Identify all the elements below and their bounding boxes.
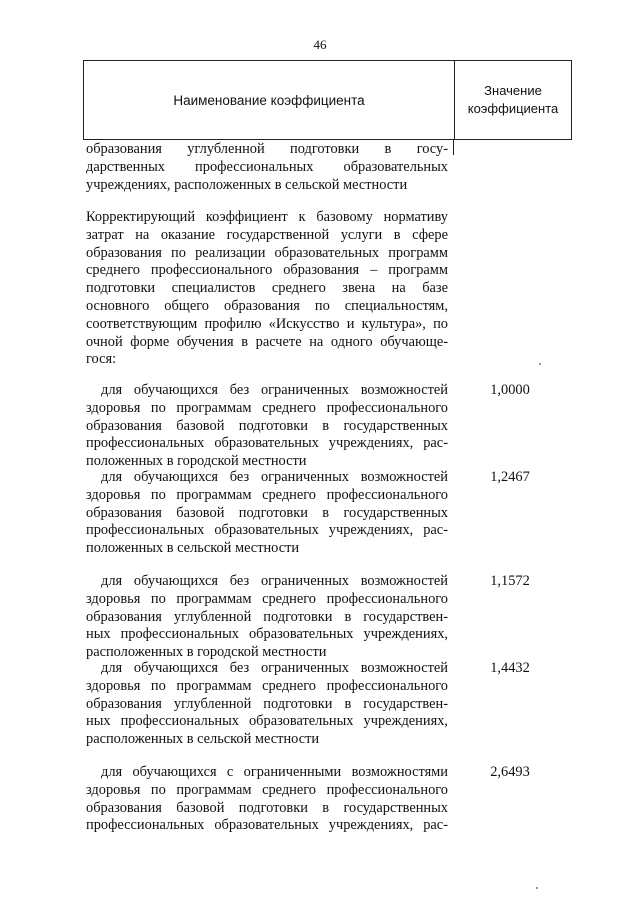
text-line: образования базовой подготовки в государственных: [86, 799, 448, 816]
coefficient-item: [86, 573, 448, 662]
coefficient-item: [86, 469, 448, 558]
text-line: здоровья по программам среднего профессионального: [86, 590, 448, 607]
table-header: [83, 60, 572, 140]
text-line: здоровья по программам среднего профессионального: [86, 486, 448, 503]
text-line: профессиональных образовательных учреждениях, рас-: [86, 435, 448, 452]
coefficient-value: 1,4432: [490, 660, 530, 676]
text-line: образования углубленной подготовки в государствен-: [86, 695, 448, 712]
text-line: здоровья по программам среднего профессионального: [86, 781, 448, 798]
text-line: образования углубленной подготовки в государствен-: [86, 608, 448, 625]
text-line: ных профессиональных образовательных учреждениях,: [86, 713, 448, 730]
text-line: профессиональных образовательных учреждениях, рас-: [86, 817, 448, 834]
scan-speck: [536, 887, 538, 889]
text-line: для обучающихся без ограниченных возможностей: [101, 469, 448, 485]
scan-speck: [539, 363, 541, 365]
text-line: здоровья по программам среднего профессионального: [86, 399, 448, 416]
coefficient-value: 1,0000: [490, 382, 530, 398]
text-line: для обучающихся без ограниченных возможностей: [101, 660, 448, 676]
text-line: Корректирующий коэффициент к базовому нормативу: [86, 209, 448, 225]
text-line: очной форме обучения в расчете на одного обучающе-: [86, 333, 448, 350]
text-line: подготовки специалистов среднего звена на базе: [86, 280, 448, 297]
value-header-line-1: Значение: [484, 83, 542, 98]
text-line: положенных в городской местности: [86, 453, 307, 470]
coefficient-value-header: [455, 61, 571, 139]
page-number: 46: [313, 37, 327, 52]
text-line: для обучающихся с ограниченными возможностями: [101, 764, 448, 780]
corrective-coefficient-paragraph: [86, 209, 448, 369]
value-header-line-2: коэффициента: [467, 101, 559, 116]
text-line: ных профессиональных образовательных учреждениях,: [86, 626, 448, 643]
text-line: основного общего образования по специальностям,: [86, 297, 448, 314]
continuation-paragraph: [86, 141, 448, 194]
text-line: образования углубленной подготовки в госу-: [86, 141, 448, 157]
text-line: гося:: [86, 351, 117, 368]
text-line: профессиональных образовательных учреждениях, рас-: [86, 522, 448, 539]
coefficient-value: 1,1572: [490, 573, 530, 589]
text-line: образования базовой подготовки в государственных: [86, 417, 448, 434]
coefficient-value: 1,2467: [490, 469, 530, 485]
text-line: соответствующим профилю «Искусство и культура», по: [86, 315, 448, 332]
coefficient-name-header: Наименование коэффициента: [173, 92, 365, 108]
text-line: образования базовой подготовки в государственных: [86, 504, 448, 521]
text-line: для обучающихся без ограниченных возможностей: [101, 382, 448, 398]
text-line: здоровья по программам среднего профессионального: [86, 677, 448, 694]
text-line: расположенных в сельской местности: [86, 731, 320, 748]
text-line: положенных в сельской местности: [86, 540, 300, 557]
coefficient-value: 2,6493: [490, 764, 530, 780]
text-line: дарственных профессиональных образовательных: [86, 158, 448, 175]
column-divider-continuation: [453, 140, 454, 155]
coefficient-item: [86, 660, 448, 749]
text-line: учреждениях, расположенных в сельской местности: [86, 176, 408, 193]
coefficient-item: [86, 382, 448, 471]
text-line: образования по реализации образовательных программ: [86, 244, 448, 261]
text-line: расположенных в городской местности: [86, 644, 327, 661]
text-line: для обучающихся без ограниченных возможностей: [101, 573, 448, 589]
text-line: затрат на оказание государственной услуги в сфере: [86, 226, 448, 243]
text-line: среднего профессионального образования – программ: [86, 262, 448, 279]
coefficient-item: [86, 764, 448, 835]
